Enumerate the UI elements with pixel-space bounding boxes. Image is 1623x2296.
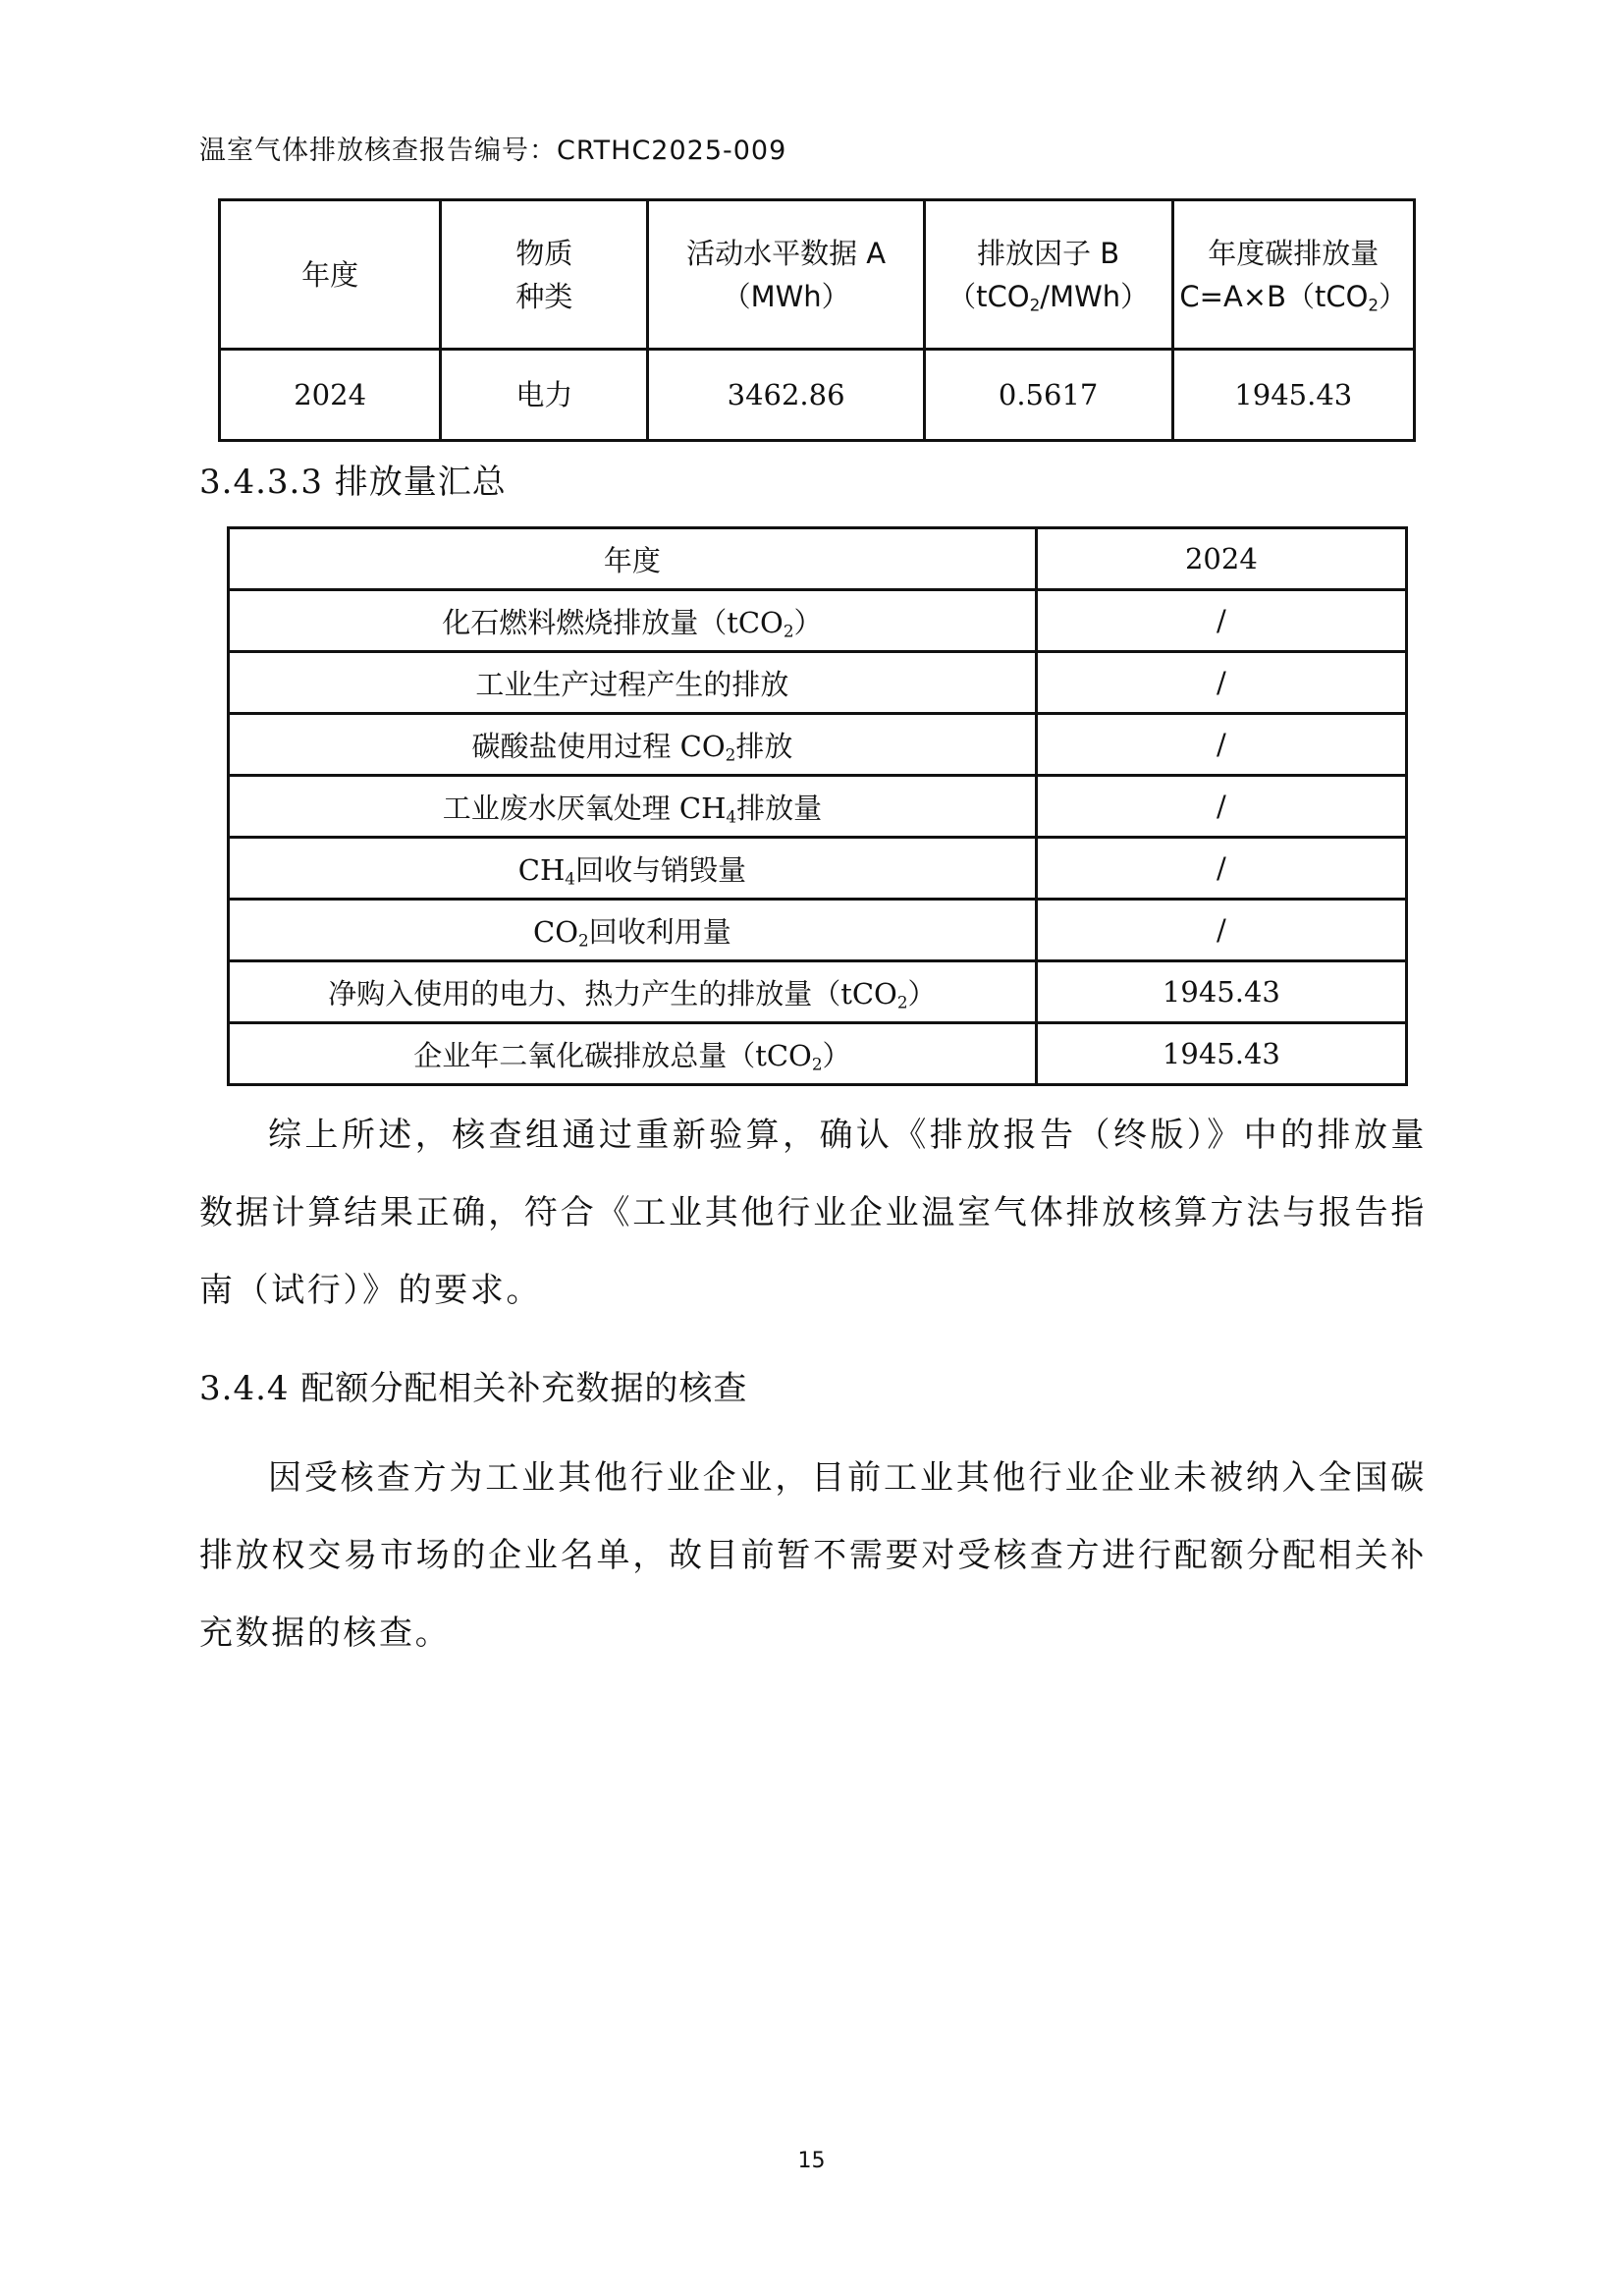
summary-item-value: / <box>1036 590 1406 652</box>
header-substance-type: 物质 种类 <box>441 200 648 350</box>
cell-annual-emission: 1945.43 <box>1172 350 1414 441</box>
summary-item-label: 化石燃料燃烧排放量（tCO$_2$） <box>229 590 1037 652</box>
summary-item-label: 碳酸盐使用过程 $CO_2$排放 <box>229 714 1037 776</box>
header-annual-emission: 年度碳排放量 C=A×B（tCO$_2$） <box>1172 200 1414 350</box>
summary-item-label: $CO_2$回收利用量 <box>229 900 1037 961</box>
report-number-header: 温室气体排放核查报告编号：CRTHC2025-009 <box>199 136 787 166</box>
summary-header-row <box>229 528 1407 590</box>
cell-year: 2024 <box>220 350 441 441</box>
summary-item-value: / <box>1036 838 1406 900</box>
summary-item-value: / <box>1036 776 1406 838</box>
summary-item-label: 工业废水厌氧处理 $CH_4$排放量 <box>229 776 1037 838</box>
table-row <box>229 961 1407 1023</box>
table-row <box>229 776 1407 838</box>
table-row <box>229 1023 1407 1085</box>
section-heading-3433: 3.4.3.3 排放量汇总 <box>199 463 507 502</box>
table-row <box>229 714 1407 776</box>
cell-substance: 电力 <box>441 350 648 441</box>
header-year: 年度 <box>220 200 441 350</box>
table-row <box>220 350 1415 441</box>
summary-item-value: 1945.43 <box>1036 1023 1406 1085</box>
conclusion-paragraph: 综上所述，核查组通过重新验算，确认《排放报告（终版）》中的排放量数据计算结果正确，符合《工业其他行业企业温室气体排放核算方法与报告指南（试行）》的要求。 <box>199 1116 1427 1310</box>
cell-emission-factor: 0.5617 <box>924 350 1172 441</box>
emission-summary-table <box>227 526 1408 1086</box>
table-row <box>229 590 1407 652</box>
summary-item-value: 1945.43 <box>1036 961 1406 1023</box>
table-row <box>229 900 1407 961</box>
summary-header-year: 2024 <box>1036 528 1406 590</box>
header-emission-factor: 排放因子 B （tCO$_2$/MWh） <box>924 200 1172 350</box>
table-header-row <box>220 200 1415 350</box>
table-row <box>229 838 1407 900</box>
summary-item-label: 净购入使用的电力、热力产生的排放量（tCO$_2$） <box>229 961 1037 1023</box>
summary-item-label: 企业年二氧化碳排放总量（tCO$_2$） <box>229 1023 1037 1085</box>
summary-item-value: / <box>1036 900 1406 961</box>
summary-item-value: / <box>1036 652 1406 714</box>
quota-allocation-paragraph: 因受核查方为工业其他行业企业，目前工业其他行业企业未被纳入全国碳排放权交易市场的企业名单，故目前暂不需要对受核查方进行配额分配相关补充数据的核查。 <box>199 1458 1427 1653</box>
header-activity-data: 活动水平数据 A （MWh） <box>648 200 924 350</box>
cell-activity-data: 3462.86 <box>648 350 924 441</box>
page-number: 15 <box>797 2149 826 2173</box>
electricity-emission-calculation-table <box>218 198 1416 442</box>
summary-item-label: 工业生产过程产生的排放 <box>229 652 1037 714</box>
summary-item-value: / <box>1036 714 1406 776</box>
table-row <box>229 652 1407 714</box>
summary-item-label: $CH_4$回收与销毁量 <box>229 838 1037 900</box>
summary-header-item: 年度 <box>229 528 1037 590</box>
section-heading-344: 3.4.4 配额分配相关补充数据的核查 <box>199 1369 748 1408</box>
